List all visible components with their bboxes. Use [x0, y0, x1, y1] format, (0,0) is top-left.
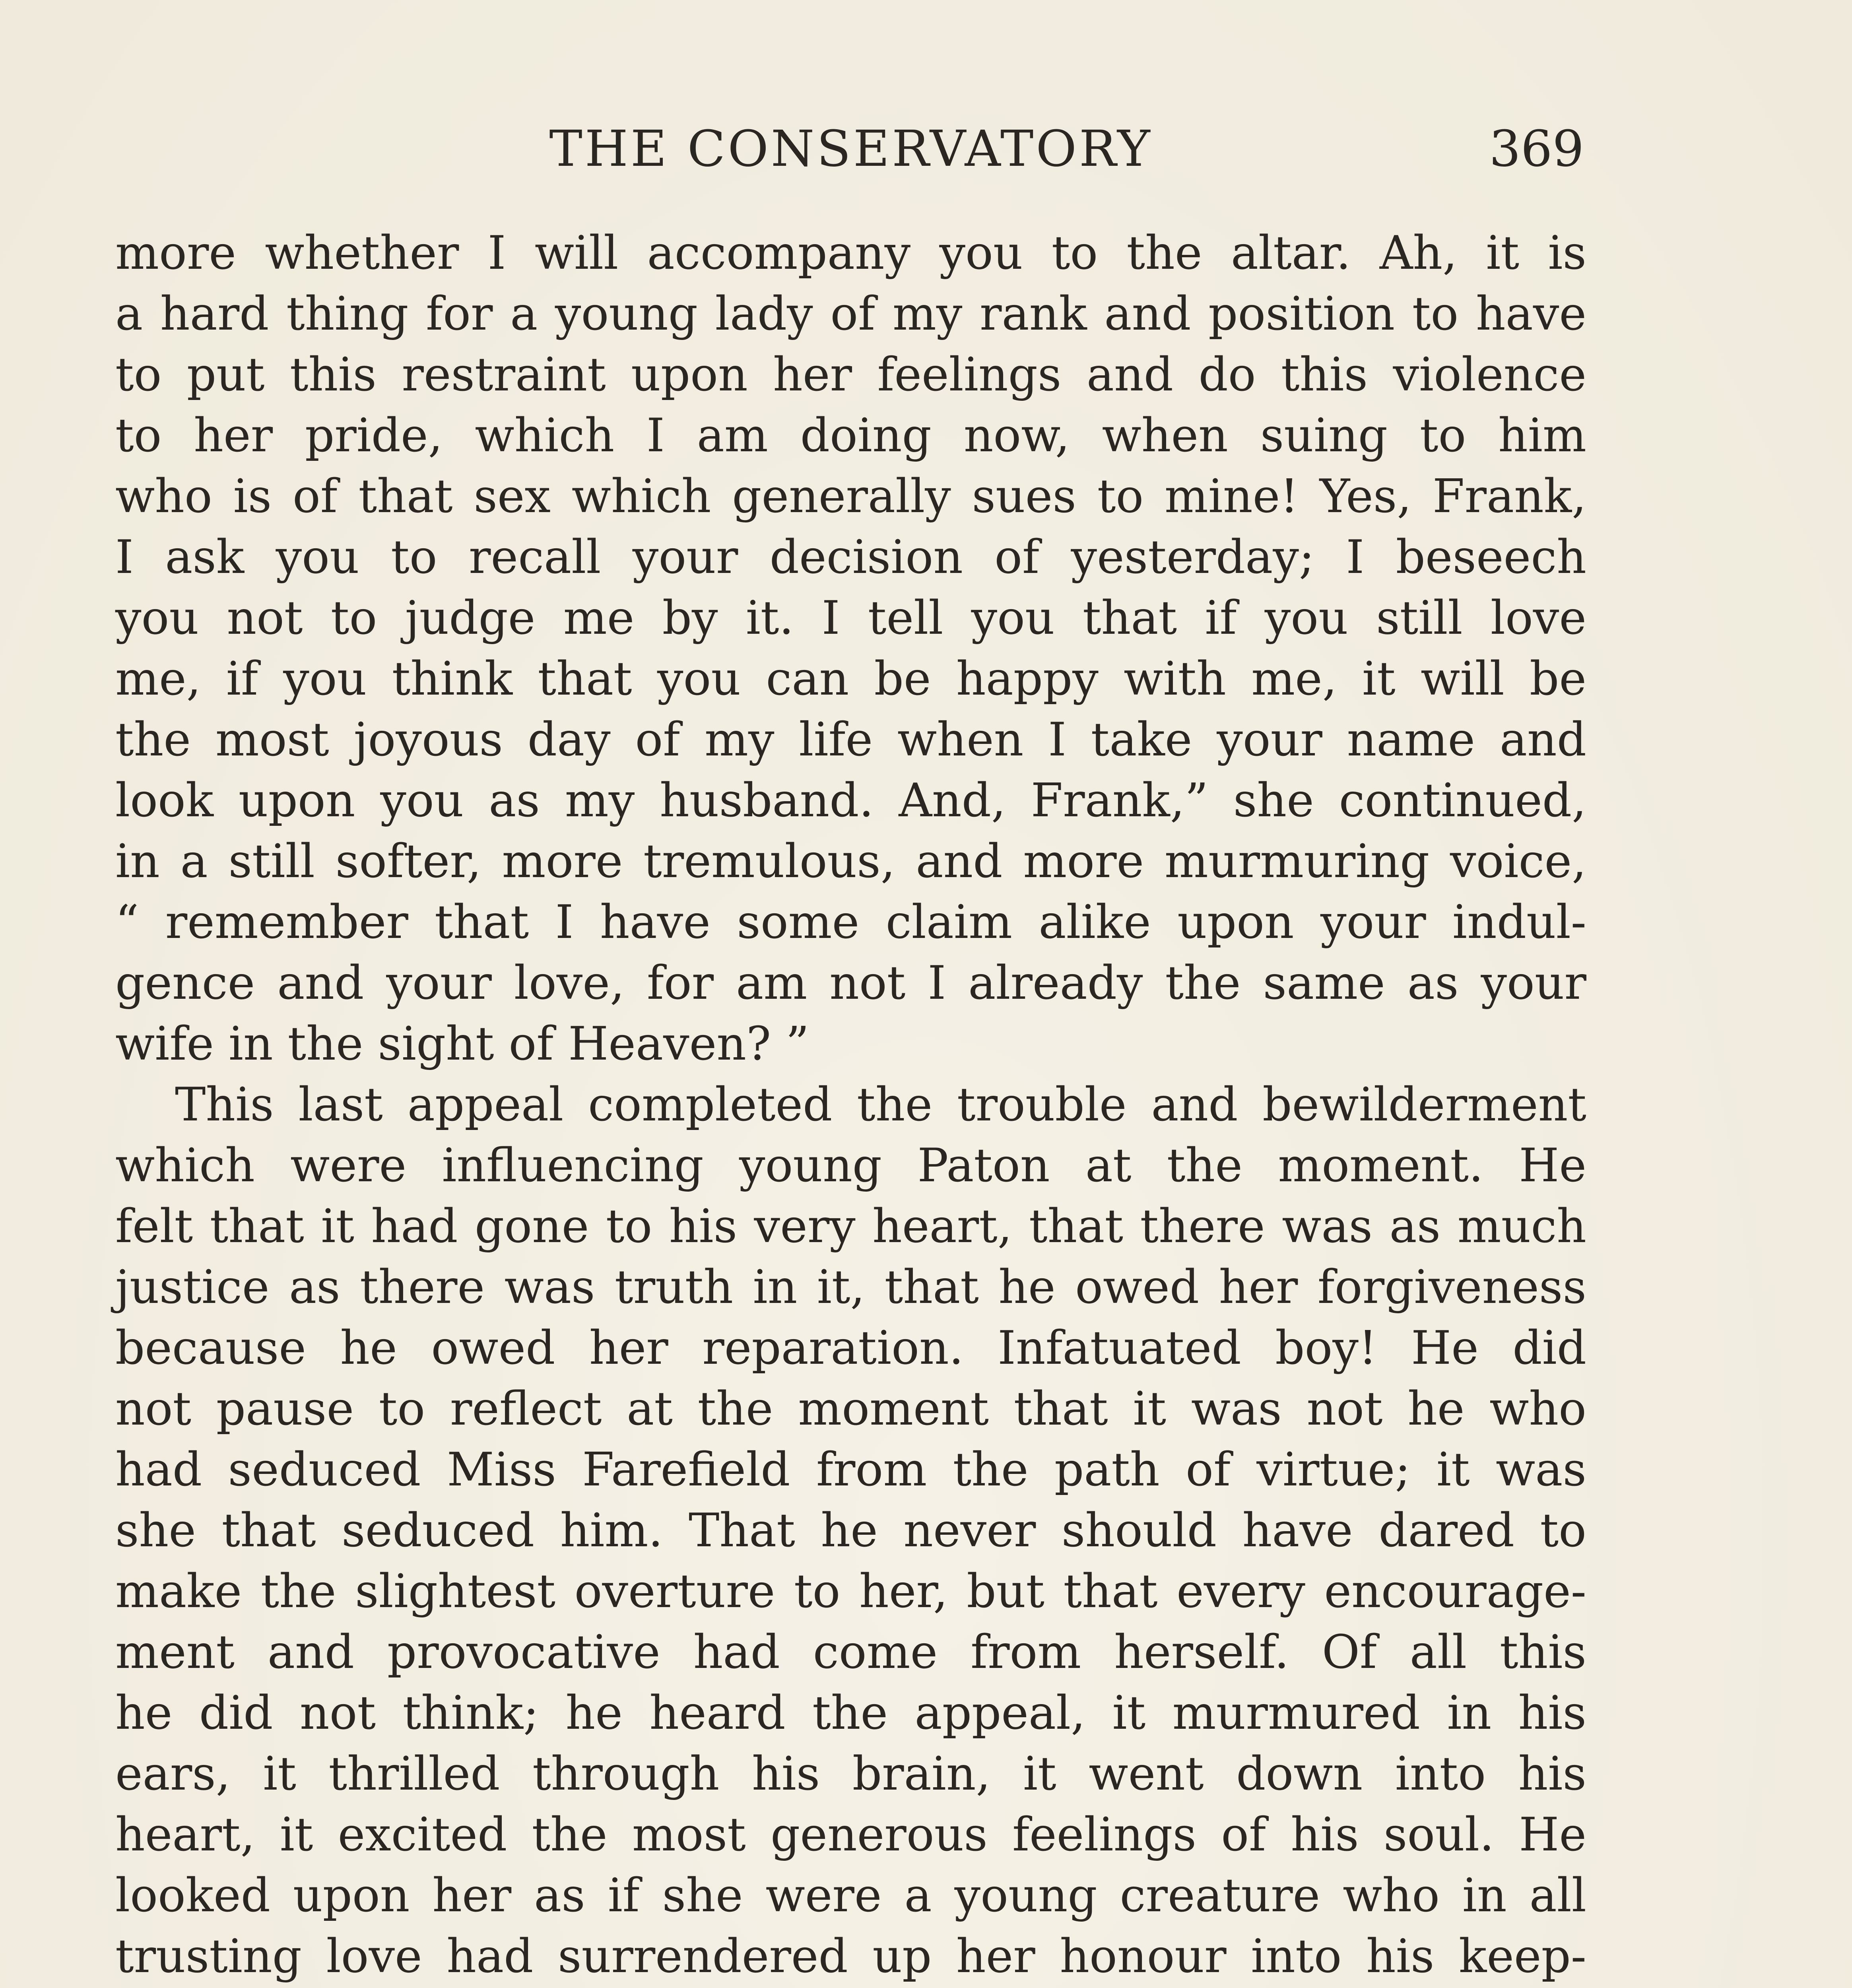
text-line: to put this restraint upon her feelings and do this violence: [115, 348, 1586, 402]
text-line: because he owed her reparation. Infatuated boy! He did: [115, 1321, 1586, 1375]
body-text: [115, 223, 1586, 1988]
text-line: she that seduced him. That he never should have dared to: [115, 1504, 1586, 1557]
text-line: This last appeal completed the trouble and bewilderment: [175, 1078, 1586, 1132]
text-line: justice as there was truth in it, that he owed her forgiveness: [115, 1260, 1586, 1314]
text-line: which were influencing young Paton at the moment. He: [115, 1139, 1586, 1192]
text-line: to her pride, which I am doing now, when suing to him: [115, 409, 1586, 462]
text-line: ment and provocative had come from herself. Of all this: [115, 1625, 1586, 1679]
text-line: heart, it excited the most generous feelings of his soul. He: [115, 1808, 1586, 1862]
text-line: make the slightest overture to her, but that every encourage-: [115, 1565, 1586, 1618]
text-line: “ remember that I have some claim alike upon your indul-: [115, 895, 1586, 949]
text-line: had seduced Miss Farefield from the path of virtue; it was: [115, 1443, 1586, 1497]
paragraph: [115, 223, 1586, 1074]
text-line: wife in the sight of Heaven? ”: [115, 1017, 810, 1071]
text-line: he did not think; he heard the appeal, it murmured in his: [115, 1686, 1586, 1740]
running-title: THE CONSERVATORY: [549, 120, 1153, 178]
text-line: trusting love had surrendered up her honour into his keep-: [115, 1930, 1586, 1983]
paragraph: [115, 1074, 1586, 1988]
text-line: felt that it had gone to his very heart, that there was as much: [115, 1200, 1586, 1253]
text-line: not pause to reflect at the moment that it was not he who: [115, 1382, 1586, 1436]
text-line: the most joyous day of my life when I take your name and: [115, 713, 1586, 767]
page-header: [118, 113, 1584, 185]
text-line: look upon you as my husband. And, Frank,” she continued,: [115, 774, 1586, 827]
text-line: I ask you to recall your decision of yesterday; I beseech: [115, 530, 1586, 584]
text-line: you not to judge me by it. I tell you that if you still love: [115, 591, 1586, 645]
text-line: who is of that sex which generally sues to mine! Yes, Frank,: [115, 470, 1586, 523]
page-number: 369: [1489, 120, 1584, 178]
text-line: gence and your love, for am not I already the same as your: [115, 956, 1586, 1010]
text-line: looked upon her as if she were a young creature who in all: [115, 1869, 1586, 1922]
text-line: me, if you think that you can be happy with me, it will be: [115, 652, 1586, 706]
text-line: a hard thing for a young lady of my rank and position to have: [115, 287, 1586, 341]
text-line: more whether I will accompany you to the altar. Ah, it is: [115, 226, 1586, 280]
text-line: ears, it thrilled through his brain, it went down into his: [115, 1747, 1586, 1801]
text-line: in a still softer, more tremulous, and more murmuring voice,: [115, 835, 1586, 888]
